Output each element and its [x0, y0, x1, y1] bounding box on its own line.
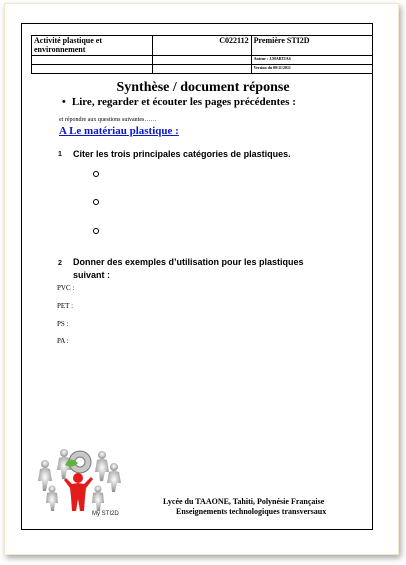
- answer-bullet-icon: [93, 199, 99, 205]
- plastic-label-pvc: PVC :: [57, 284, 75, 292]
- header-table: [31, 35, 373, 74]
- my-sti2d-logo: [30, 445, 128, 520]
- empty-cell: [153, 56, 251, 65]
- question-number: 2: [58, 260, 62, 267]
- question-number: 1: [58, 151, 62, 158]
- sub-instruction: et répondre aux questions suivantes……: [59, 117, 157, 123]
- figure-icon: [92, 486, 104, 512]
- document-title: Synthèse / document réponse: [116, 80, 290, 95]
- empty-cell: [32, 56, 153, 65]
- red-figure-icon: [64, 473, 93, 511]
- version-cell: Version du 00/11/2011: [251, 65, 372, 74]
- question-text-line2: suivant :: [73, 270, 111, 280]
- author-cell: Auteur : J.MARTIAS: [251, 56, 372, 65]
- logo-text: My STI2D: [92, 511, 119, 517]
- course-code-cell: C022112: [153, 36, 251, 56]
- answer-bullet-icon: [93, 171, 99, 177]
- figure-icon: [95, 451, 109, 481]
- instruction-line: [62, 96, 296, 108]
- empty-cell: [32, 65, 153, 74]
- plastic-label-pa: PA :: [57, 337, 69, 345]
- empty-cell: [153, 65, 251, 74]
- figure-icon: [46, 486, 58, 512]
- plastic-label-pet: PET :: [57, 302, 74, 310]
- question-text-line1: Donner des exemples d’utilisation pour les plastiques: [73, 257, 304, 267]
- class-cell: Première STI2D: [251, 36, 372, 56]
- footer-department: Enseignements technologiques transversaux: [176, 507, 327, 516]
- answer-bullet-icon: [93, 228, 99, 234]
- question-text: Citer les trois principales catégories de plastiques.: [73, 149, 291, 159]
- footer-school: Lycée du TAAONE, Tahiti, Polynésie Française: [163, 497, 325, 506]
- section-heading: A Le matériau plastique :: [59, 125, 179, 137]
- figure-icon: [107, 463, 121, 492]
- instruction-text: Lire, regarder et écouter les pages précédentes :: [71, 96, 296, 108]
- course-title-cell: Activité plastique et environnement: [32, 36, 153, 56]
- bullet-icon: •: [62, 96, 66, 108]
- plastic-label-ps: PS :: [57, 320, 69, 328]
